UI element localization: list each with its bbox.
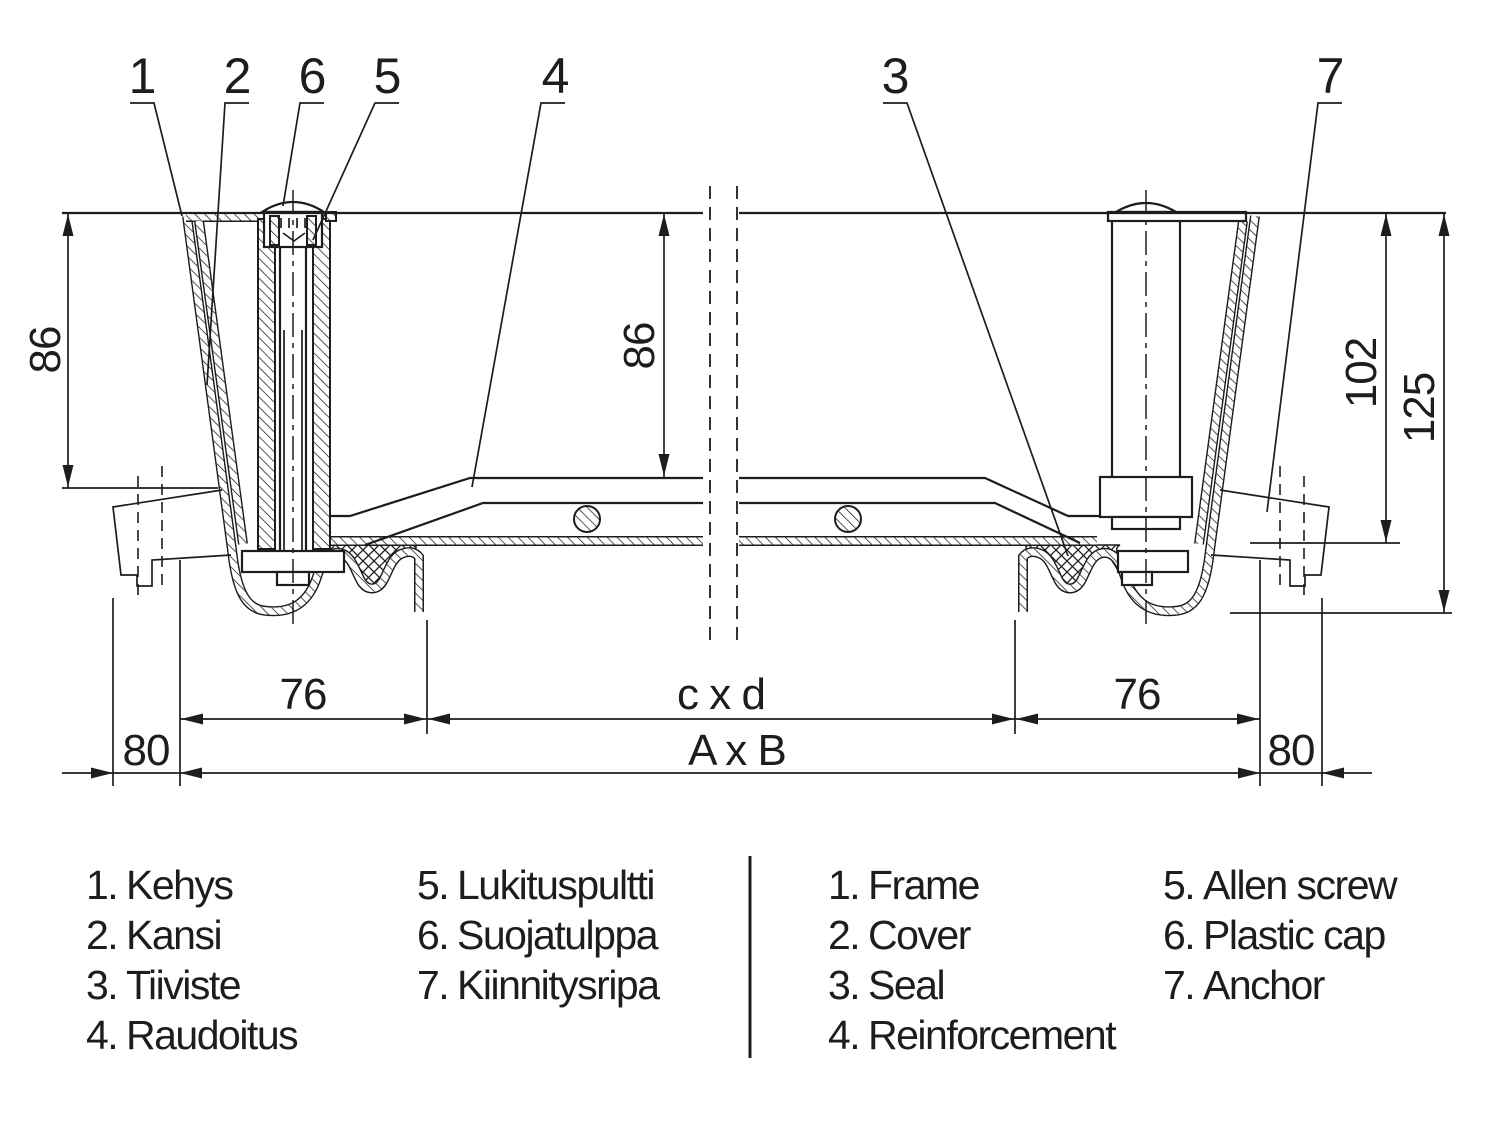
dim-right-anchor: 80	[1267, 726, 1315, 775]
legend-en-label-4: Reinforcement	[868, 1012, 1116, 1058]
callout-2: 2	[223, 48, 251, 104]
dim-center-height: 86	[615, 322, 664, 370]
dim-left-anchor: 80	[122, 726, 170, 775]
legend-en-label-1: Frame	[868, 862, 979, 908]
legend-fi-num-7: 7.	[417, 962, 449, 1008]
legend-fi-num-5: 5.	[417, 862, 449, 908]
callout-4: 4	[541, 48, 569, 104]
legend-en-num-3: 3.	[828, 962, 860, 1008]
legend-fi-num-4: 4.	[86, 1012, 118, 1058]
callout-3: 3	[881, 48, 909, 104]
legend-fi-label-4: Raudoitus	[126, 1012, 298, 1058]
dim-left-height: 86	[21, 326, 70, 374]
dim-total-depth: 125	[1395, 372, 1444, 444]
legend-en-num-5: 5.	[1163, 862, 1195, 908]
dim-overall: A x B	[688, 726, 786, 775]
dim-clear-opening: c x d	[677, 670, 765, 719]
callout-5: 5	[373, 48, 401, 104]
legend-en-label-3: Seal	[868, 962, 945, 1008]
callout-7: 7	[1316, 48, 1344, 104]
legend-fi-label-6: Suojatulppa	[457, 912, 658, 958]
legend-en-num-7: 7.	[1163, 962, 1195, 1008]
legend-en-label-6: Plastic cap	[1203, 912, 1385, 958]
legend-en-num-2: 2.	[828, 912, 860, 958]
legend-en-num-4: 4.	[828, 1012, 860, 1058]
dim-right-edge: 76	[1113, 670, 1161, 719]
legend-fi-num-1: 1.	[86, 862, 118, 908]
anchor-left	[113, 466, 231, 600]
legend-fi-label-1: Kehys	[126, 862, 233, 908]
dim-inner-depth: 102	[1337, 337, 1386, 409]
bolt-sleeve-left	[258, 212, 336, 549]
legend-en-label-7: Anchor	[1203, 962, 1324, 1008]
legend-en-num-1: 1.	[828, 862, 860, 908]
legend-en-num-6: 6.	[1163, 912, 1195, 958]
legend-fi-label-2: Kansi	[126, 912, 222, 958]
callout-6: 6	[298, 48, 326, 104]
legend-fi-label-7: Kiinnitysripa	[457, 962, 659, 1008]
legend-en-label-5: Allen screw	[1203, 862, 1397, 908]
legend-fi-label-5: Lukituspultti	[457, 862, 655, 908]
dim-left-edge: 76	[279, 670, 327, 719]
legend-fi-label-3: Tiiviste	[126, 962, 241, 1008]
cover-top-surface	[330, 478, 1100, 545]
legend-fi-num-3: 3.	[86, 962, 118, 1008]
callout-1: 1	[128, 48, 156, 104]
legend-en-label-2: Cover	[868, 912, 970, 958]
legend-fi-num-2: 2.	[86, 912, 118, 958]
legend-fi-num-6: 6.	[417, 912, 449, 958]
reinforcement-bars	[574, 506, 861, 532]
break-lines	[710, 186, 737, 641]
